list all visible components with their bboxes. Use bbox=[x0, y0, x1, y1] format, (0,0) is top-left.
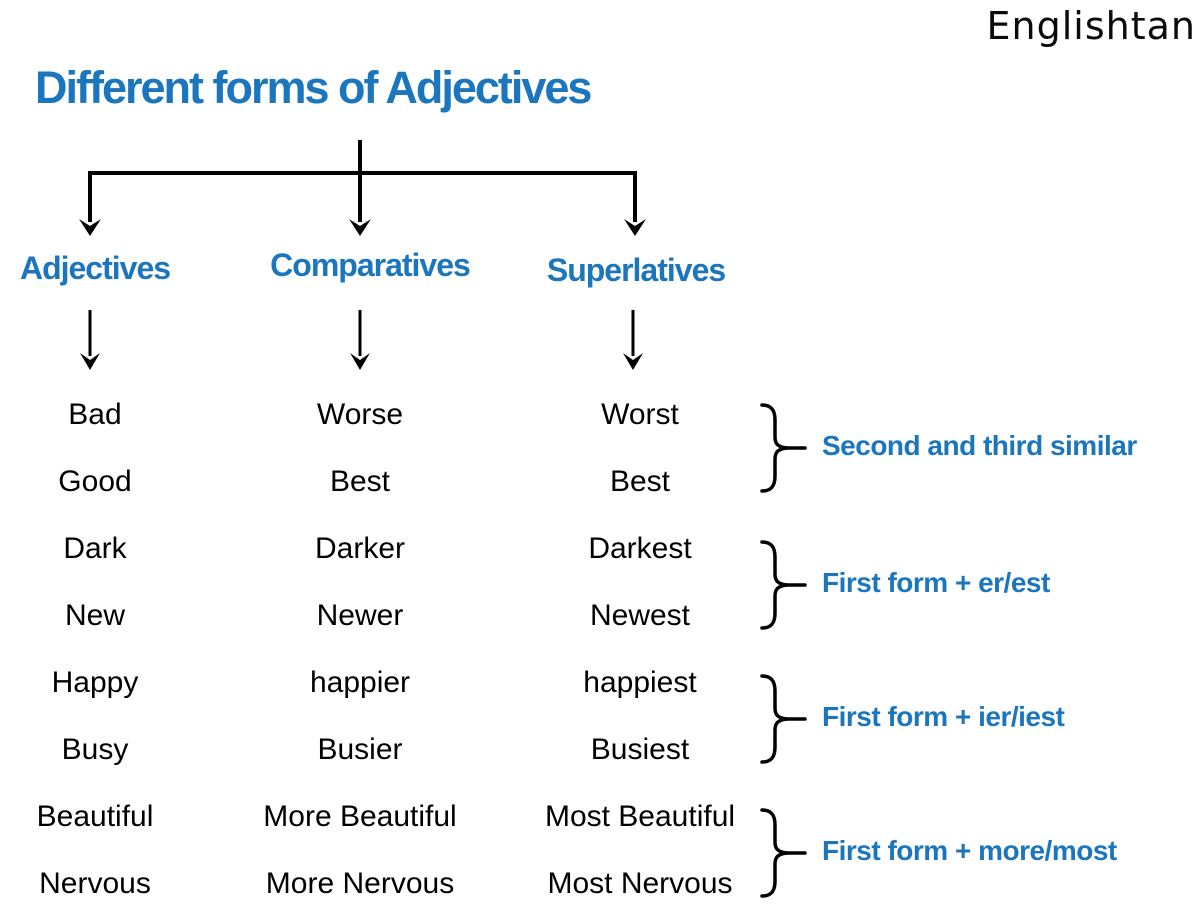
table-cell-comparative: Best bbox=[329, 464, 391, 498]
table-cell-superlative: Worst bbox=[601, 397, 679, 431]
arrow-down-icon bbox=[623, 353, 643, 370]
curly-brace-icon bbox=[756, 538, 808, 632]
curly-brace-icon bbox=[756, 672, 808, 766]
page-title: Different forms of Adjectives bbox=[35, 62, 591, 113]
annotation-group-er-est bbox=[756, 538, 1202, 628]
curly-brace-icon bbox=[756, 401, 808, 495]
table-cell-adjective: Good bbox=[58, 464, 132, 498]
column-header-adjectives: Adjectives bbox=[19, 250, 171, 286]
table-cell-superlative: Busiest bbox=[590, 732, 690, 766]
table-cell-adjective: Dark bbox=[63, 531, 127, 565]
arrow-down-icon bbox=[79, 219, 101, 236]
annotation-label: First form + er/est bbox=[822, 567, 1050, 598]
adjective-table bbox=[0, 381, 750, 916]
table-cell-superlative: Most Beautiful bbox=[544, 799, 736, 833]
table-cell-adjective: Happy bbox=[51, 665, 139, 699]
table-cell-comparative: More Beautiful bbox=[263, 799, 457, 833]
annotation-label: Second and third similar bbox=[822, 430, 1137, 461]
table-cell-superlative: Darkest bbox=[588, 531, 692, 565]
annotation-group-irregular bbox=[756, 401, 1202, 491]
table-cell-comparative: More Nervous bbox=[265, 866, 455, 900]
table-cell-adjective: Beautiful bbox=[36, 799, 154, 833]
table-cell-superlative: Most Nervous bbox=[547, 866, 733, 900]
arrow-down-icon bbox=[80, 353, 100, 370]
table-cell-comparative: Darker bbox=[314, 531, 405, 565]
table-cell-superlative: Best bbox=[609, 464, 671, 498]
table-cell-adjective: Busy bbox=[61, 732, 129, 766]
table-cell-comparative: Newer bbox=[316, 598, 404, 632]
table-cell-superlative: happiest bbox=[583, 665, 697, 699]
annotation-group-more-most bbox=[756, 806, 1202, 896]
table-cell-superlative: Newest bbox=[589, 598, 691, 632]
column-header-superlatives: Superlatives bbox=[546, 252, 726, 288]
arrow-down-icon bbox=[624, 219, 646, 236]
table-cell-comparative: happier bbox=[309, 665, 411, 699]
table-cell-comparative: Worse bbox=[316, 397, 404, 431]
table-cell-adjective: Bad bbox=[68, 397, 122, 431]
column-header-comparatives: Comparatives bbox=[270, 247, 470, 283]
brand-logo: Englishtan bbox=[986, 4, 1196, 48]
arrow-down-icon bbox=[350, 353, 370, 370]
table-cell-comparative: Busier bbox=[317, 732, 403, 766]
annotation-label: First form + ier/iest bbox=[822, 701, 1065, 732]
arrow-down-icon bbox=[349, 219, 371, 236]
annotation-group-ier-iest bbox=[756, 672, 1202, 762]
annotation-label: First form + more/most bbox=[822, 835, 1117, 866]
table-cell-adjective: Nervous bbox=[39, 866, 151, 900]
table-cell-adjective: New bbox=[64, 598, 125, 632]
curly-brace-icon bbox=[756, 806, 808, 900]
